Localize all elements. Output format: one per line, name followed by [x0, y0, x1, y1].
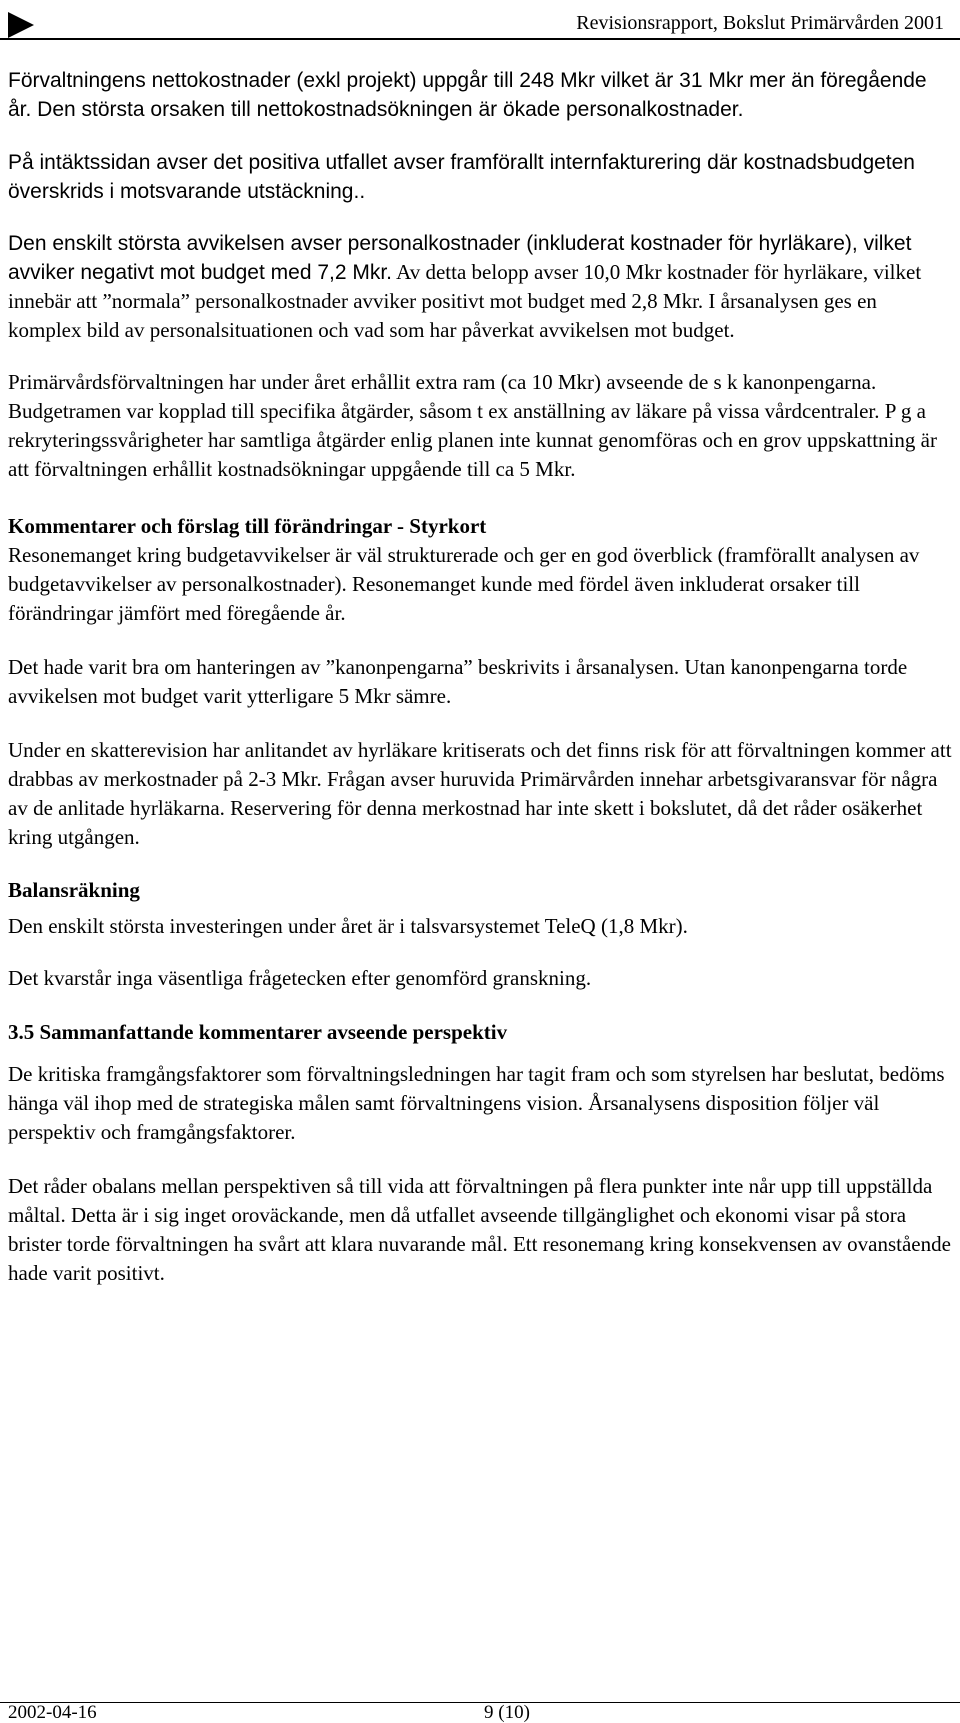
header-title: Revisionsrapport, Bokslut Primärvården 2001 — [576, 12, 944, 34]
paragraph-net-costs: Förvaltningens nettokostnader (exkl projekt) uppgår till 248 Mkr vilket är 31 Mkr mer än föregående år. Den största orsaken till nettokostnadsökningen är ökade personalkostnader. — [8, 69, 927, 121]
paragraph-success-factors: De kritiska framgångsfaktorer som förvaltningsledningen har tagit fram och som styrelsen har beslutat, bedöms hänga väl ihop med de strategiska målen samt förvaltningens vision. Årsanalysens disposition följer väl perspektiv och framgångsfaktorer. — [8, 1062, 945, 1144]
footer-page-number: 9 (10) — [484, 1702, 530, 1723]
paragraph-investment: Den enskilt största investeringen under året är i talsvarsystemet TeleQ (1,8 Mkr). — [8, 914, 688, 938]
footer-date: 2002-04-16 — [8, 1702, 97, 1723]
paragraph-no-questions: Det kvarstår inga väsentliga frågetecken efter genomförd granskning. — [8, 966, 592, 990]
paragraph-kanonpengar: Primärvårdsförvaltningen har under året erhållit extra ram (ca 10 Mkr) avseende de s k kanonpengarna. Budgetramen var kopplad till specifika åtgärder, såsom t ex anställning av läkare på vissa vårdcentraler. P g a rekryteringssvårigheter har samtliga åtgärder enlig planen inte kunnat genomföras och en grov uppskattning är att förvaltningen erhållit kostnadsökningar uppgående till ca 5 Mkr. — [8, 370, 937, 481]
paragraph-deviation — [8, 229, 952, 345]
paragraph-deviation-rest: Av detta belopp avser 10,0 Mkr kostnader för hyrläkare, vilket innebär att ”normala” personalkostnader avviker positivt mot budget med 2,8 Mkr. I årsanalysen ges en komplex bild av personalsituationen och vad som har påverkat avvikelsen mot budget. — [8, 260, 922, 342]
heading-summary-perspectives: 3.5 Sammanfattande kommentarer avseende perspektiv — [8, 1020, 508, 1044]
heading-balance-sheet: Balansräkning — [8, 878, 140, 902]
paragraph-reasoning: Resonemanget kring budgetavvikelser är väl strukturerade och ger en god överblick (framförallt analysen av budgetavvikelser av personalkostnader). Resonemanget kunde med fördel även inkluderat orsaker till förändringar jämfört med föregående år. — [8, 543, 920, 625]
document-body — [8, 66, 952, 1288]
paragraph-income: På intäktssidan avser det positiva utfallet avser framförallt internfakturering där kostnadsbudgeten överskrids i motsvarande utstäckning.. — [8, 151, 915, 203]
heading-comments-scorecard: Kommentarer och förslag till förändringar - Styrkort — [8, 514, 487, 538]
footer-rule — [0, 1702, 960, 1703]
paragraph-imbalance: Det råder obalans mellan perspektiven så till vida att förvaltningen på flera punkter inte når upp till uppställda måltal. Detta är i sig inget oroväckande, men då utfallet avseende tillgänglighet och ekonomi visar på stora brister torde förvaltningen ha svårt att klara nuvarande mål. Ett resonemang kring konsekvensen av ovanstående hade varit positivt. — [8, 1174, 951, 1285]
paragraph-kanonpengar-comment: Det hade varit bra om hanteringen av ”kanonpengarna” beskrivits i årsanalysen. Utan kanonpengarna torde avvikelsen mot budget varit ytterligare 5 Mkr sämre. — [8, 655, 908, 708]
page-header — [8, 8, 952, 38]
paragraph-tax-audit: Under en skatterevision har anlitandet av hyrläkare kritiserats och det finns risk för att förvaltningen kommer att drabbas av merkostnader på 2-3 Mkr. Frågan avser huruvida Primärvården innehar arbetsgivaransvar för några av de anlitade hyrläkarna. Reservering för denna merkostnad har inte skett i bokslutet, då det råder osäkerhet kring utgången. — [8, 738, 952, 849]
paragraph-deviation-lead: Den enskilt största avvikelsen avser personalkostnader (inkluderat kostnader för hyrläkare), vilket avviker negativt mot budget med 7,2 Mkr. — [8, 232, 912, 284]
header-rule — [0, 38, 960, 40]
play-arrow-icon — [8, 12, 34, 38]
